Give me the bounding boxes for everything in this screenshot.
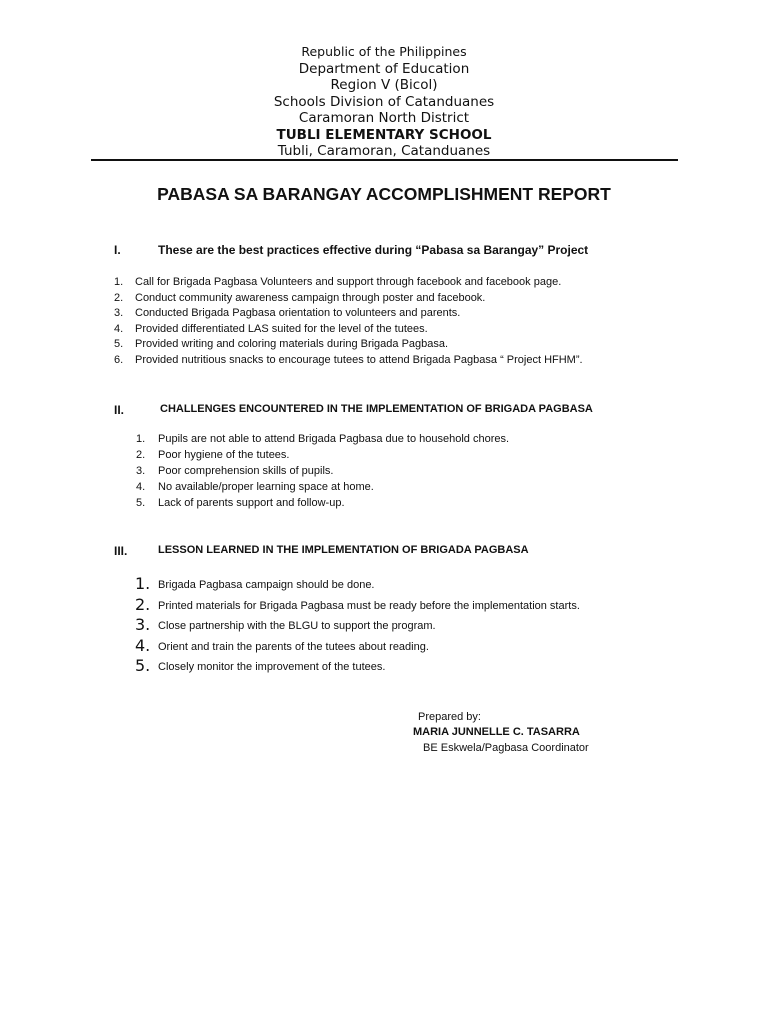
- letterhead-department: Department of Education: [298, 60, 470, 77]
- list-item-text: Poor hygiene of the tutees.: [158, 449, 290, 461]
- list-item-text: Provided nutritious snacks to encourage tutees to attend Brigada Pagbasa “ Project HFHM”.: [135, 353, 583, 366]
- list-item-number: 1.: [135, 574, 151, 593]
- list-item-number: 3.: [114, 307, 124, 319]
- list-item-number: 3.: [135, 615, 151, 634]
- list-item-number: 5.: [114, 338, 124, 350]
- section2-heading: CHALLENGES ENCOUNTERED IN THE IMPLEMENTATION OF BRIGADA PAGBASA: [160, 403, 593, 415]
- list-item-text: Call for Brigada Pagbasa Volunteers and support through facebook and facebook page.: [135, 276, 562, 288]
- letterhead-district: Caramoran North District: [298, 110, 470, 126]
- list-item-text: Brigada Pagbasa campaign should be done.: [158, 579, 375, 591]
- section2-numeral: II.: [114, 403, 125, 417]
- list-item-text: Orient and train the parents of the tutees about reading.: [158, 640, 429, 653]
- list-item-number: 1.: [114, 276, 124, 288]
- section3-numeral: III.: [114, 544, 128, 558]
- preparer-name: MARIA JUNNELLE C. TASARRA: [413, 726, 580, 738]
- list-item-number: 4.: [136, 481, 146, 493]
- letterhead-address: Tubli, Caramoran, Catanduanes: [277, 143, 491, 159]
- list-item-number: 2.: [114, 291, 124, 304]
- preparer-position: BE Eskwela/Pagbasa Coordinator: [423, 742, 589, 754]
- letterhead-division: Schools Division of Catanduanes: [273, 93, 495, 110]
- list-item-number: 5.: [136, 497, 146, 509]
- letterhead: [0, 44, 768, 160]
- letterhead-region: Region V (Bicol): [330, 77, 438, 93]
- report-title: PABASA SA BARANGAY ACCOMPLISHMENT REPORT: [157, 184, 611, 204]
- list-item-text: Closely monitor the improvement of the tutees.: [158, 661, 386, 673]
- list-item-text: Conduct community awareness campaign through poster and facebook.: [135, 291, 486, 304]
- list-item-number: 6.: [114, 353, 124, 366]
- list-item-text: Lack of parents support and follow-up.: [158, 497, 345, 509]
- list-item-number: 4.: [114, 322, 124, 335]
- list-item-text: Pupils are not able to attend Brigada Pagbasa due to household chores.: [158, 433, 510, 445]
- list-item-number: 2.: [135, 594, 151, 614]
- list-item-text: No available/proper learning space at home.: [158, 481, 374, 493]
- list-item-text: Poor comprehension skills of pupils.: [158, 465, 334, 477]
- list-item-text: Provided differentiated LAS suited for the level of the tutees.: [135, 322, 428, 335]
- section3-heading: LESSON LEARNED IN THE IMPLEMENTATION OF BRIGADA PAGBASA: [158, 544, 529, 556]
- list-item-text: Conducted Brigada Pagbasa orientation to volunteers and parents.: [135, 307, 461, 319]
- list-item-text: Close partnership with the BLGU to support the program.: [158, 620, 436, 632]
- list-item-number: 5.: [135, 656, 151, 675]
- letterhead-divider: [91, 159, 678, 161]
- section1-heading: These are the best practices effective during “Pabasa sa Barangay” Project: [158, 243, 589, 257]
- prepared-by-label: Prepared by:: [418, 711, 481, 723]
- list-item-number: 4.: [135, 635, 151, 655]
- section1-numeral: I.: [114, 243, 121, 257]
- letterhead-school: TUBLI ELEMENTARY SCHOOL: [276, 126, 492, 143]
- list-item-number: 3.: [136, 465, 146, 477]
- list-item-number: 2.: [136, 449, 146, 461]
- letterhead-republic: Republic of the Philippines: [301, 44, 467, 59]
- list-item-text: Provided writing and coloring materials during Brigada Pagbasa.: [135, 338, 449, 350]
- list-item-number: 1.: [136, 433, 146, 445]
- list-item-text: Printed materials for Brigada Pagbasa must be ready before the implementation starts.: [158, 599, 580, 612]
